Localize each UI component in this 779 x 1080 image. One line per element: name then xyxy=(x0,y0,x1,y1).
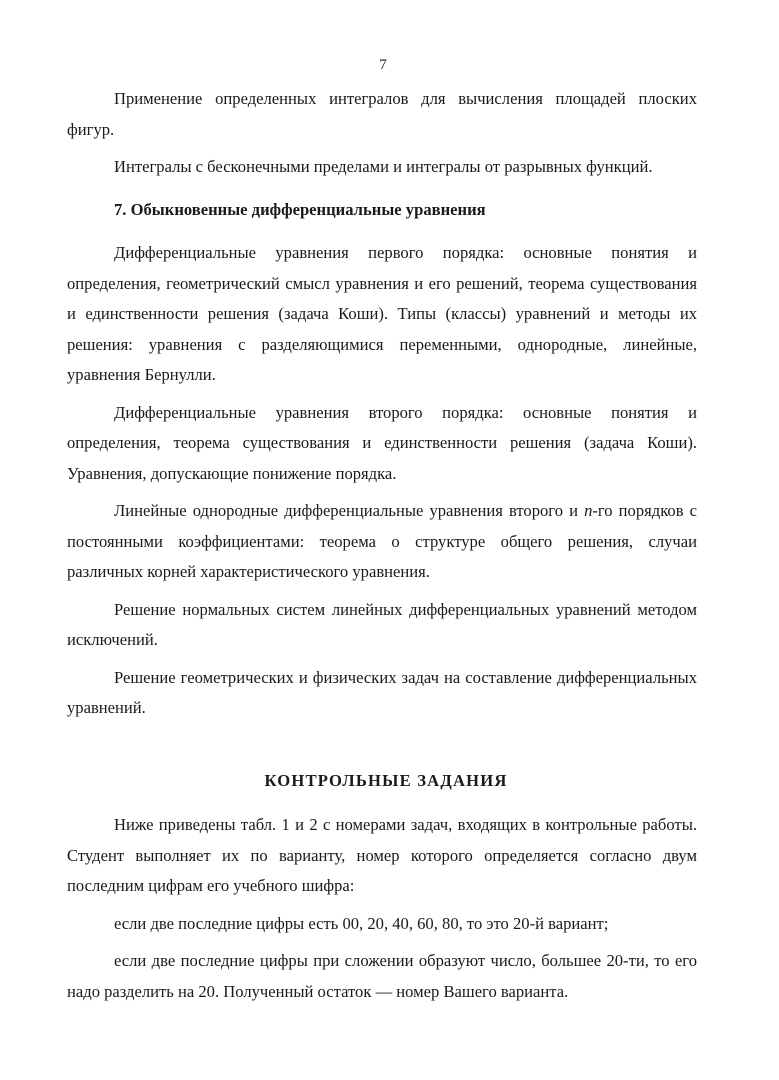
paragraph-first-order-ode: Дифференциальные уравнения первого порядка: основные понятия и определения, геометрический смысл уравнения и его решений, теорема существования и единственности решения (задача Коши). Типы (классы) уравнений и методы их решения: уравнения с разделяющимися переменными, однородные, линейные, уравнения Бернулли. xyxy=(67,243,697,384)
paragraph-improper-integrals: Интегралы с бесконечными пределами и интегралы от разрывных функций. xyxy=(114,157,653,176)
linear-para-italic-n: n xyxy=(584,501,593,520)
paragraph-normal-systems: Решение нормальных систем линейных дифференциальных уравнений методом исключений. xyxy=(67,599,697,649)
section-heading-ode: 7. Обыкновенные дифференциальные уравнения xyxy=(114,199,486,219)
paragraph-variant-rule-2: если две последние цифры при сложении образуют число, большее 20-ти, то его надо разделить на 20. Полученный остаток — номер Вашего варианта. xyxy=(67,951,697,1001)
paragraph-geometric-physical-problems: Решение геометрических и физических задач на составление дифференциальных уравнений. xyxy=(67,667,697,717)
linear-para-before: Линейные однородные дифференциальные уравнения второго и xyxy=(114,501,585,520)
paragraph-area-applications: Применение определенных интегралов для вычисления площадей плоских фигур. xyxy=(67,89,697,139)
paragraph-tables-intro: Ниже приведены табл. 1 и 2 с номерами задач, входящих в контрольные работы. Студент выполняет их по варианту, номер которого определяется согласно двум последним цифрам его учебного шифра: xyxy=(67,815,697,895)
page-content xyxy=(67,84,697,1014)
paragraph-linear-homogeneous-ode xyxy=(67,496,697,588)
linear-para-after: -го порядков с постоянными коэффициентами: теорема о структуре общего решения, случаи различных корней характеристического уравнения. xyxy=(67,501,698,581)
paragraph-second-order-ode: Дифференциальные уравнения второго порядка: основные понятия и определения, теорема существования и единственности решения (задача Коши). Уравнения, допускающие понижение порядка. xyxy=(67,402,697,483)
control-tasks-heading: КОНТРОЛЬНЫЕ ЗАДАНИЯ xyxy=(264,770,508,790)
paragraph-variant-rule-1: если две последние цифры есть 00, 20, 40, 60, 80, то это 20-й вариант; xyxy=(114,913,609,933)
page-number: 7 xyxy=(379,57,387,73)
